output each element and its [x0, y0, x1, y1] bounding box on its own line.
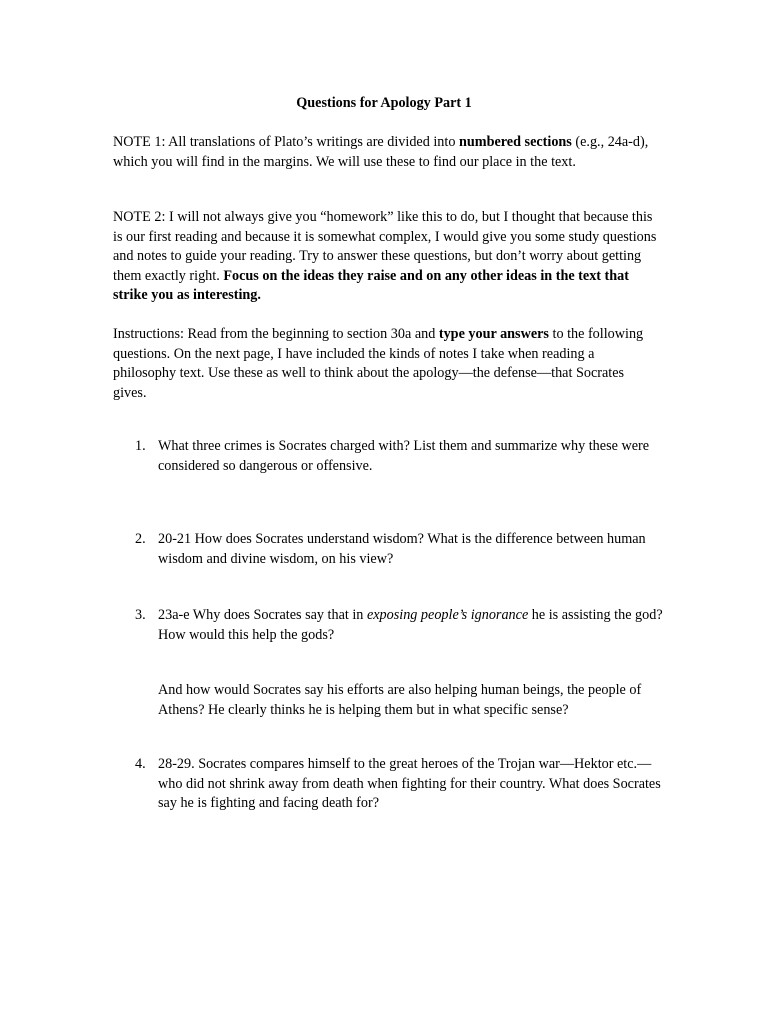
question-number: 4. [135, 756, 146, 772]
note-2 [113, 208, 658, 306]
note-1 [113, 133, 658, 172]
question-text-before: 23a-e Why does Socrates say that in [158, 607, 367, 623]
question-number: 3. [135, 607, 146, 623]
note-1-bold: numbered sections [458, 134, 572, 150]
question-text: 28-29. Socrates compares himself to the great heroes of the Trojan war—Hektor etc.—who did not shrink away from death when fighting for their country. What does Socrates say he is fighting and facing death for? [158, 756, 661, 811]
document-title: Questions for Apology Part 1 [296, 95, 472, 111]
question-italic: exposing people’s ignorance [366, 607, 529, 623]
instructions-text: Instructions: Read from the beginning to section 30a and [113, 326, 439, 342]
instructions-text-after: to the following questions. On the next page, I have included the kinds of notes I take when reading a philosophy text. Use these as well to think about the apology—the defense—that Socrates gives. [113, 326, 644, 401]
instructions-bold: type your answers [438, 326, 549, 342]
question-number: 2. [135, 531, 146, 547]
note-1-text-after: (e.g., 24a-d), which you will find in the margins. We will use these to find our place in the text. [113, 134, 649, 170]
question-number: 1. [135, 438, 146, 454]
question-text-after: he is assisting the god? How would this help the gods? [158, 607, 663, 643]
note-1-text: NOTE 1: All translations of Plato’s writings are divided into [113, 134, 459, 150]
instructions [113, 325, 658, 403]
question-3-followup: And how would Socrates say his efforts are also helping human beings, the people of Athens? He clearly thinks he is helping them but in what specific sense? [158, 682, 642, 718]
question-text: 20-21 How does Socrates understand wisdom? What is the difference between human wisdom and divine wisdom, on his view? [158, 531, 646, 567]
question-text: What three crimes is Socrates charged with? List them and summarize why these were considered so dangerous or offensive. [158, 438, 650, 474]
question-text [158, 606, 663, 645]
note-2-text: NOTE 2: I will not always give you “homework” like this to do, but I thought that because this is our first reading and because it is somewhat complex, I would give you some study questions and notes to guide your reading. Try to answer these questions, but don’t worry about getting them exactly right. [113, 209, 657, 284]
note-2-bold: Focus on the ideas they raise and on any other ideas in the text that strike you as interesting. [113, 267, 629, 303]
